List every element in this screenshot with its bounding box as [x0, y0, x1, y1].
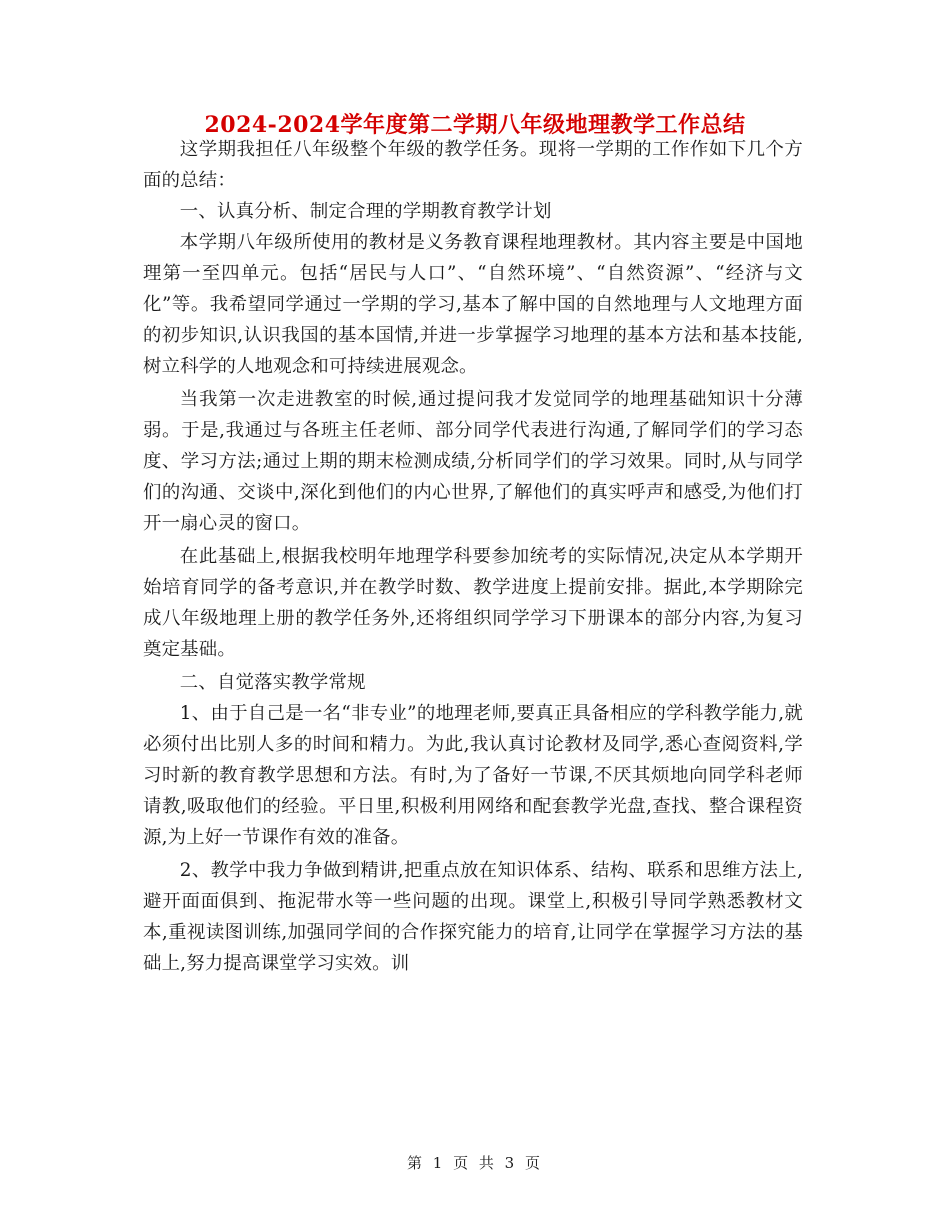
paragraph-textbook: 本学期八年级所使用的教材是义务教育课程地理教材。其内容主要是中国地理第一至四单元。包括“居民与人口”、“自然环境”、“自然资源”、“经济与文化”等。我希望同学通过一学期的学习,基本了解中国的自然地理与人文地理方面的初步知识,认识我国的基本国情,并进一步掌握学习地理的基本方法和基本技能,树立科学的人地观念和可持续进展观念。 — [143, 232, 803, 377]
heading-section-1: 一、认真分析、制定合理的学期教育教学计划 — [179, 201, 552, 222]
paragraph-point-1: 1、由于自己是一名“非专业”的地理老师,要真正具备相应的学科教学能力,就必须付出比别人多的时间和精力。为此,我认真讨论教材及同学,悉心查阅资料,学习时新的教育教学思想和方法。有时,为了备好一节课,不厌其烦地向同学科老师请教,吸取他们的经验。平日里,积极利用网络和配套教学光盘,查找、整合课程资源,为上好一节课作有效的准备。 — [143, 703, 803, 848]
paragraph-point-2: 2、教学中我力争做到精讲,把重点放在知识体系、结构、联系和思维方法上,避开面面俱到、拖泥带水等一些问题的出现。课堂上,积极引导同学熟悉教材文本,重视读图训练,加强同学间的合作探究能力的培育,让同学在掌握学习方法的基础上,努力提高课堂学习实效。训 — [143, 860, 803, 974]
heading-section-2: 二、自觉落实教学常规 — [179, 672, 366, 693]
page-number: 第 1 页 共 3 页 — [407, 1154, 543, 1172]
paragraph-intro: 这学期我担任八年级整个年级的教学任务。现将一学期的工作作如下几个方面的总结： — [143, 139, 803, 191]
paragraph-exam-plan: 在此基础上,根据我校明年地理学科要参加统考的实际情况,决定从本学期开始培育同学的备考意识,并在教学时数、教学进度上提前安排。据此,本学期除完成八年级地理上册的教学任务外,还将组织同学学习下册课本的部分内容,为复习奠定基础。 — [143, 546, 803, 660]
paragraph-first-class: 当我第一次走进教室的时候,通过提问我才发觉同学的地理基础知识十分薄弱。于是,我通过与各班主任老师、部分同学代表进行沟通,了解同学们的学习态度、学习方法;通过上期的期末检测成绩,分析同学们的学习效果。同时,从与同学们的沟通、交谈中,深化到他们的内心世界,了解他们的真实呼声和感受,为他们打开一扇心灵的窗口。 — [143, 389, 803, 534]
document-title: 2024-2024学年度第二学期八年级地理教学工作总结 — [204, 112, 746, 138]
document-body — [143, 134, 803, 979]
